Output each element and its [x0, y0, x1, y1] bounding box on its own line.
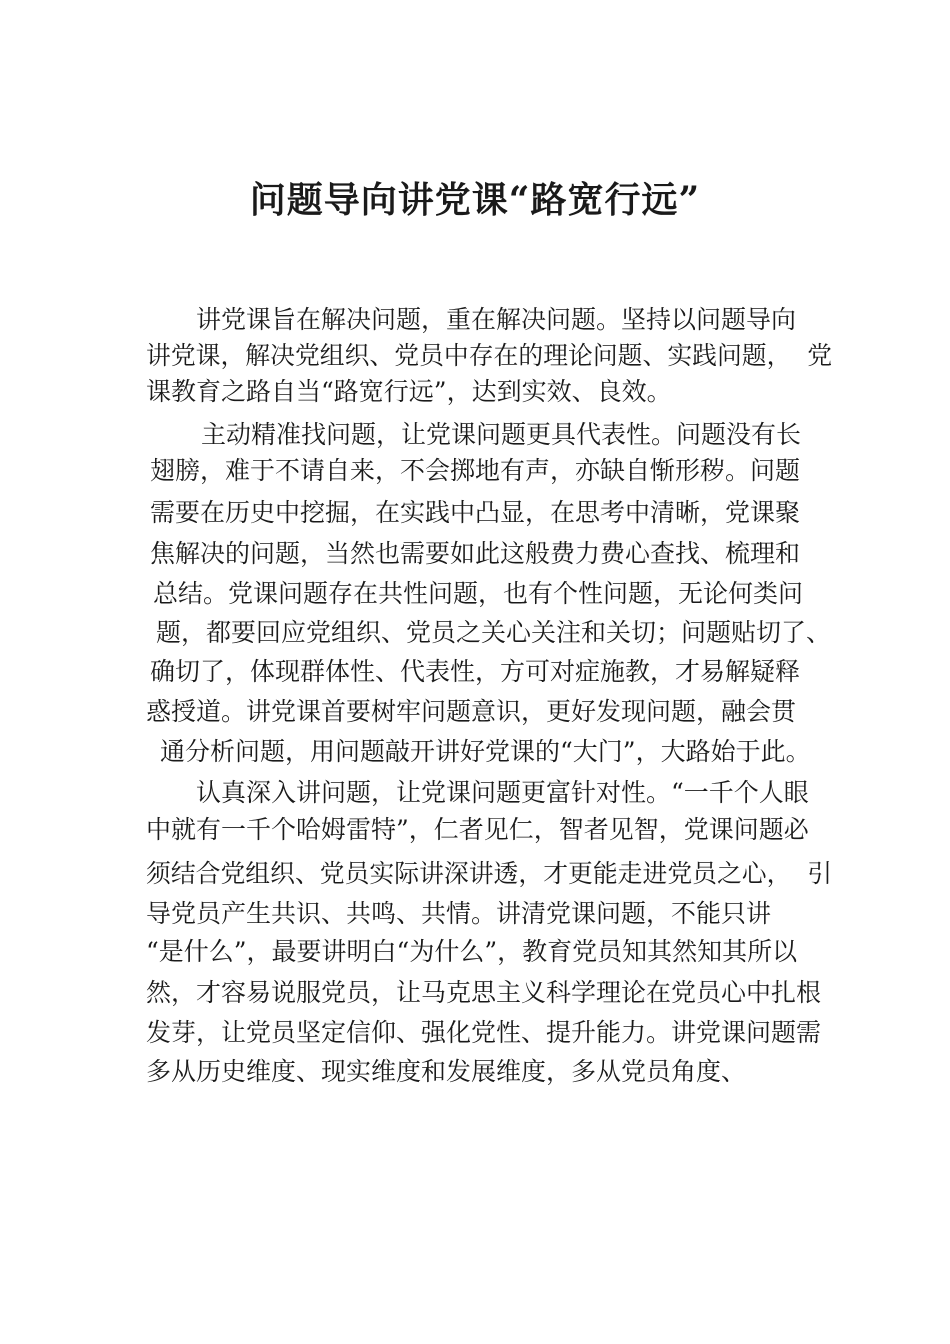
paragraph-2-line-5: 总结。党课问题存在共性问题，也有个性问题，无论何类问 [153, 579, 804, 608]
paragraph-2-line-8: 惑授道。讲党课首要树牢问题意识，更好发现问题，融会贯 [146, 697, 797, 726]
paragraph-2-line-4: 焦解决的问题，当然也需要如此这般费力费心查找、梳理和 [150, 539, 801, 568]
paragraph-3-line-4: 导党员产生共识、共鸣、共情。讲清党课问题，不能只讲 [146, 899, 772, 928]
paragraph-3-line-6: 然，才容易说服党员，让马克思主义科学理论在党员心中扎根 [146, 978, 822, 1007]
paragraph-3-line-3: 须结合党组织、党员实际讲深讲透，才更能走进党员之心， 引 [146, 859, 833, 888]
paragraph-2-line-3: 需要在历史中挖掘，在实践中凸显，在思考中清晰，党课聚 [150, 498, 801, 527]
document-title: 问题导向讲党课“路宽行远” [249, 179, 701, 221]
paragraph-3-line-5: “是什么”，最要讲明白“为什么”，教育党员知其然知其所以 [146, 937, 798, 966]
paragraph-1-line-3: 课教育之路自当“路宽行远”，达到实效、良效。 [146, 377, 672, 406]
paragraph-2-line-1: 主动精准找问题，让党课问题更具代表性。问题没有长 [201, 420, 802, 449]
paragraph-1-line-1: 讲党课旨在解决问题，重在解决问题。坚持以问题导向 [196, 305, 797, 334]
paragraph-2-line-2: 翅膀，难于不请自来，不会掷地有声，亦缺自惭形秽。问题 [150, 456, 801, 485]
paragraph-3-line-1: 认真深入讲问题，让党课问题更富针对性。“一千个人眼 [196, 778, 809, 807]
paragraph-3-line-2: 中就有一千个哈姆雷特”，仁者见仁，智者见智，党课问题必 [146, 815, 809, 844]
paragraph-2-line-6: 题，都要回应党组织、党员之关心关注和关切；问题贴切了、 [156, 618, 832, 647]
paragraph-1-line-2: 讲党课，解决党组织、党员中存在的理论问题、实践问题， 党 [146, 341, 833, 370]
paragraph-2-line-7: 确切了，体现群体性、代表性，方可对症施教，才易解疑释 [150, 657, 801, 686]
paragraph-3-line-7: 发芽，让党员坚定信仰、强化党性、提升能力。讲党课问题需 [146, 1018, 822, 1047]
paragraph-2-line-9: 通分析问题，用问题敲开讲好党课的“大门”，大路始于此。 [160, 737, 811, 766]
paragraph-3-line-8: 多从历史维度、现实维度和发展维度，多从党员角度、 [146, 1057, 747, 1086]
